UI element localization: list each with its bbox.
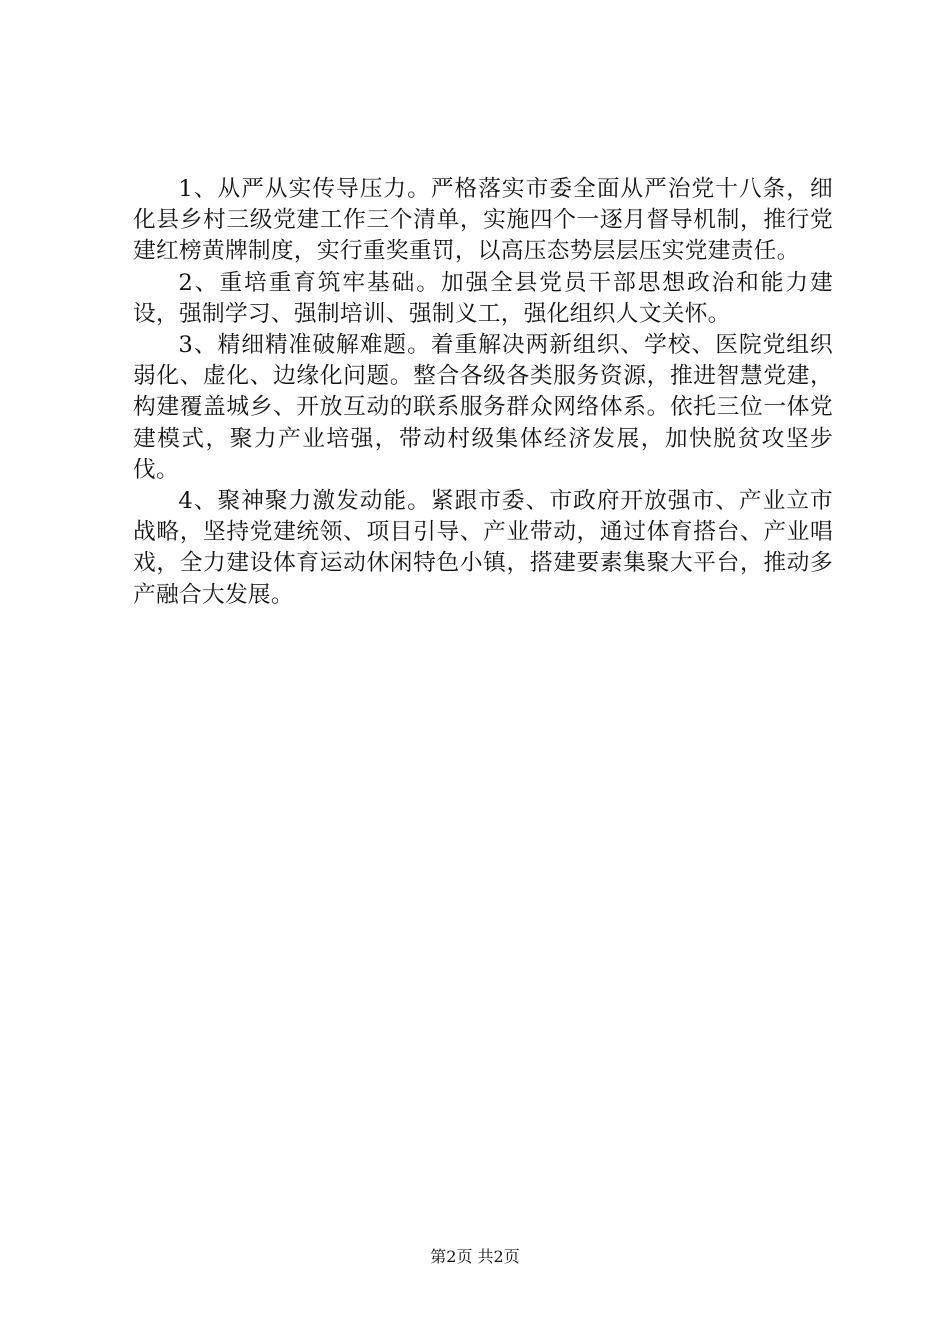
paragraph-4: 4、聚神聚力激发动能。紧跟市委、市政府开放强市、产业立市战略，坚持党建统领、项目引导、产业带动，通过体育搭台、产业唱戏，全力建设体育运动休闲特色小镇，搭建要素集聚大平台，推动多产融合大发展。 <box>133 488 833 608</box>
paragraph-3: 3、精细精准破解难题。着重解决两新组织、学校、医院党组织弱化、虚化、边缘化问题。整合各级各类服务资源，推进智慧党建，构建覆盖城乡、开放互动的联系服务群众网络体系。依托三位一体党建模式，聚力产业培强，带动村级集体经济发展，加快脱贫攻坚步伐。 <box>133 332 833 483</box>
page-number-footer: 第2页 共2页 <box>430 1247 520 1266</box>
paragraph-2: 2、重培重育筑牢基础。加强全县党员干部思想政治和能力建设，强制学习、强制培训、强制义工，强化组织人文关怀。 <box>133 269 833 327</box>
paragraph-1: 1、从严从实传导压力。严格落实市委全面从严治党十八条，细化县乡村三级党建工作三个清单，实施四个一逐月督导机制，推行党建红榜黄牌制度，实行重奖重罚，以高压态势层层压实党建责任。 <box>133 176 833 265</box>
document-body <box>133 174 833 611</box>
